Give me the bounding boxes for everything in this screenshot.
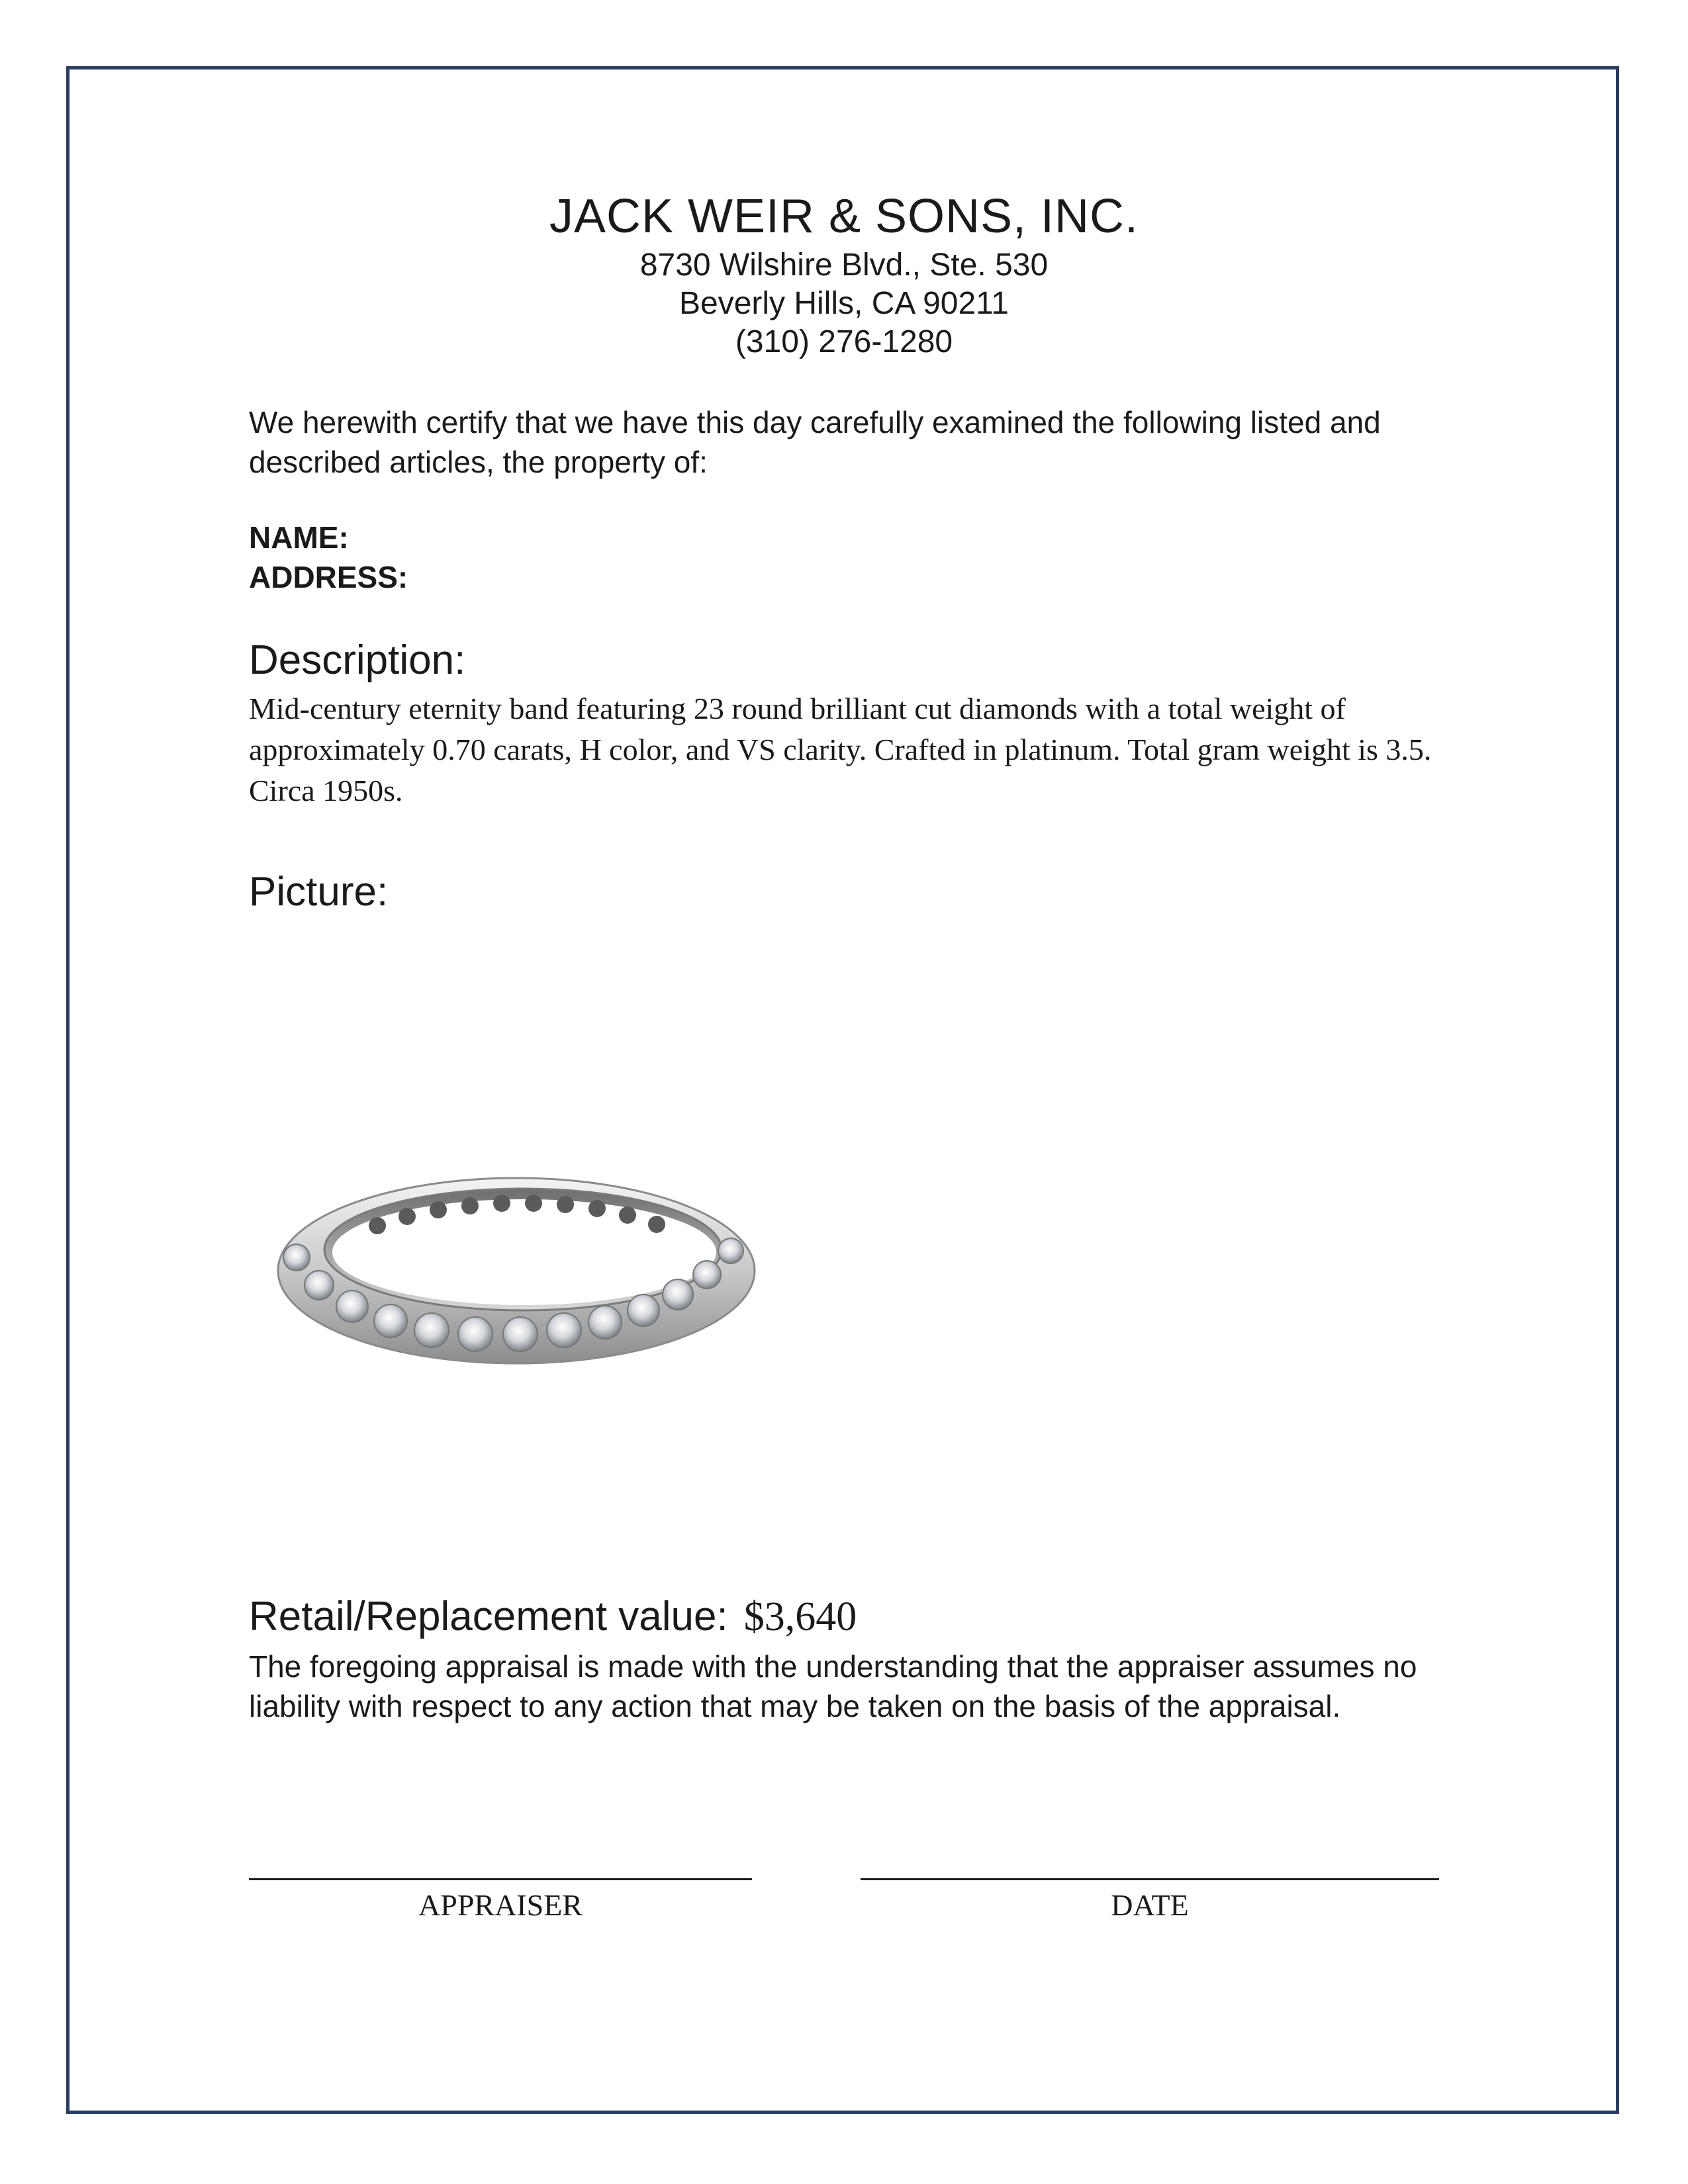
retail-value-row (249, 1592, 857, 1642)
description-heading: Description: (249, 637, 466, 683)
address-label: ADDRESS: (249, 560, 408, 594)
date-label: DATE (1111, 1888, 1189, 1922)
picture-heading: Picture: (249, 869, 389, 915)
certification-intro: We herewith certify that we have this day carefully examined the following listed and described articles, the property of: (249, 405, 1381, 479)
appraiser-signature-line (249, 1878, 752, 1880)
appraisal-disclaimer: The foregoing appraisal is made with the understanding that the appraiser assumes no liability with respect to any action that may be taken on the basis of the appraisal. (249, 1649, 1417, 1723)
eternity-band-image (265, 1165, 768, 1377)
ring-picture (265, 1165, 768, 1377)
company-name: JACK WEIR & SONS, INC. (549, 190, 1139, 243)
name-label: NAME: (249, 520, 349, 555)
description-text: Mid-century eternity band featuring 23 round brilliant cut diamonds with a total weight of approximately 0.70 carats, H color, and VS clarity. Crafted in platinum. Total gram weight is 3.5. Circa 1950s. (249, 692, 1432, 807)
retail-value-amount: $3,640 (743, 1594, 857, 1639)
retail-value-label: Retail/Replacement value: (249, 1594, 728, 1639)
appraiser-label: APPRAISER (418, 1888, 583, 1922)
company-address-line1: 8730 Wilshire Blvd., Ste. 530 (639, 248, 1049, 283)
company-phone: (310) 276-1280 (735, 324, 953, 359)
date-signature-line (861, 1878, 1439, 1880)
document-frame (66, 66, 1619, 2114)
company-address-line2: Beverly Hills, CA 90211 (679, 286, 1009, 321)
